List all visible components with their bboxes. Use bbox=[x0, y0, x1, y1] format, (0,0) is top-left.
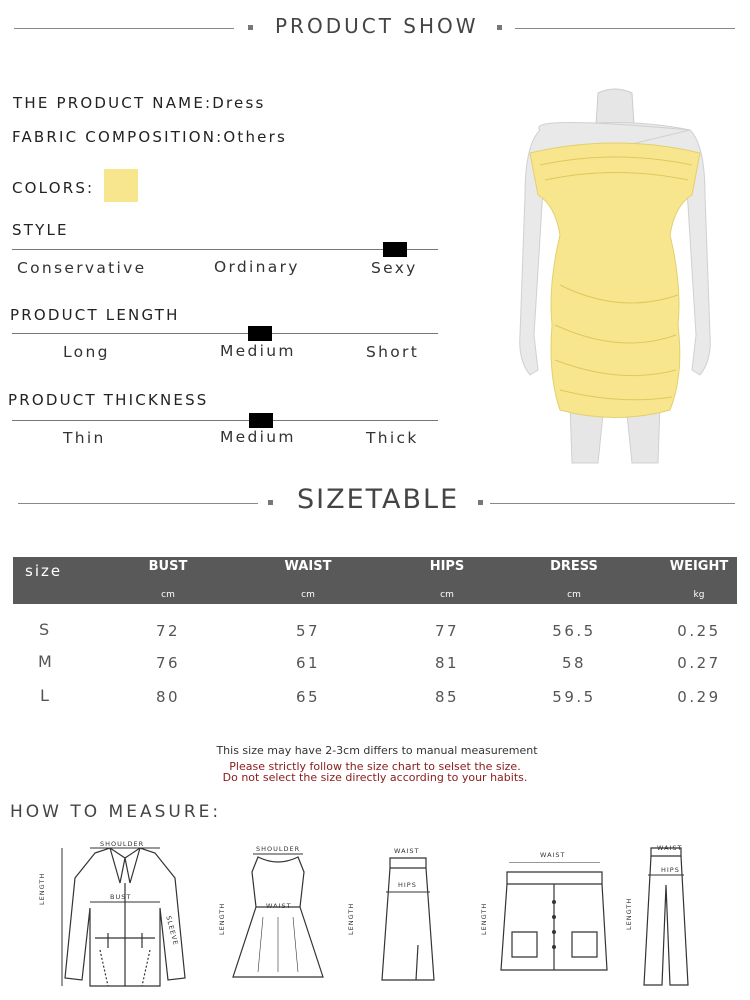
row-size: L bbox=[40, 686, 49, 705]
row-dress: 56.5 bbox=[552, 622, 596, 640]
product-photo[interactable] bbox=[500, 85, 730, 465]
row-waist: 61 bbox=[295, 654, 321, 672]
row-dress: 58 bbox=[561, 654, 587, 672]
row-bust: 76 bbox=[155, 654, 181, 672]
row-waist: 57 bbox=[295, 622, 321, 640]
thickness-scale-line bbox=[12, 420, 438, 421]
style-option-sexy: Sexy bbox=[371, 259, 418, 277]
unit-dress: cm bbox=[567, 590, 581, 600]
unit-bust: cm bbox=[161, 590, 175, 600]
row-size: M bbox=[38, 652, 52, 671]
coat-length-label: LENGTH bbox=[38, 872, 46, 905]
header-waist: WAIST bbox=[284, 559, 332, 574]
divider-left bbox=[14, 28, 234, 29]
skirt-waist-label: WAIST bbox=[394, 847, 420, 855]
style-option-ordinary: Ordinary bbox=[214, 258, 300, 276]
denim-length-label: LENGTH bbox=[480, 902, 488, 935]
row-waist: 65 bbox=[295, 688, 321, 706]
pants-waist-label: WAIST bbox=[657, 844, 683, 852]
unit-hips: cm bbox=[440, 590, 454, 600]
row-hips: 85 bbox=[434, 688, 460, 706]
thickness-option-thin: Thin bbox=[63, 429, 106, 447]
pants-length-label: LENGTH bbox=[625, 897, 633, 930]
thickness-option-thick: Thick bbox=[366, 429, 419, 447]
style-scale-marker bbox=[383, 242, 407, 257]
length-scale-marker bbox=[248, 326, 272, 341]
row-bust: 80 bbox=[155, 688, 181, 706]
note-habits: Do not select the size directly according to your habits. bbox=[222, 771, 528, 784]
coat-bust-label: BUST bbox=[110, 893, 132, 901]
row-hips: 77 bbox=[434, 622, 460, 640]
coat-diagram bbox=[50, 838, 200, 988]
pants-hips-label: HIPS bbox=[661, 866, 680, 874]
coat-shoulder-label: SHOULDER bbox=[100, 840, 145, 848]
product-name-label: THE PRODUCT NAME: bbox=[13, 94, 213, 112]
note-follow-chart: Please strictly follow the size chart to selset the size. bbox=[229, 760, 521, 773]
row-weight: 0.29 bbox=[677, 688, 721, 706]
product-name-value: Dress bbox=[212, 94, 266, 112]
skirt-hips-label: HIPS bbox=[398, 881, 417, 889]
fabric-label: FABRIC COMPOSITION: bbox=[12, 128, 224, 146]
denim-skirt-diagram bbox=[497, 862, 612, 972]
header-dress: DRESS bbox=[550, 559, 598, 574]
dress-waist-label: WAIST bbox=[266, 902, 292, 910]
skirt-length-label: LENGTH bbox=[347, 902, 355, 935]
length-option-medium: Medium bbox=[220, 342, 296, 360]
section-title-sizetable: SIZETABLE bbox=[297, 484, 460, 515]
row-size: S bbox=[39, 620, 50, 639]
note-measurement: This size may have 2-3cm differs to manual measurement bbox=[216, 744, 538, 757]
style-option-conservative: Conservative bbox=[17, 259, 147, 277]
scale-title-length: PRODUCT LENGTH bbox=[10, 306, 180, 324]
scale-title-thickness: PRODUCT THICKNESS bbox=[8, 391, 209, 409]
denim-waist-label: WAIST bbox=[540, 851, 566, 859]
unit-weight: kg bbox=[693, 590, 705, 600]
divider-dot bbox=[268, 500, 273, 505]
row-dress: 59.5 bbox=[552, 688, 596, 706]
header-bust: BUST bbox=[148, 559, 188, 574]
header-hips: HIPS bbox=[429, 559, 465, 574]
divider-right bbox=[515, 28, 735, 29]
header-size: size bbox=[25, 562, 63, 580]
length-option-long: Long bbox=[63, 343, 110, 361]
divider-dot bbox=[497, 25, 502, 30]
fabric-row bbox=[12, 128, 287, 146]
divider-dot bbox=[478, 500, 483, 505]
fabric-value: Others bbox=[223, 128, 287, 146]
row-weight: 0.27 bbox=[677, 654, 721, 672]
divider-left bbox=[18, 503, 258, 504]
thickness-option-medium: Medium bbox=[220, 428, 296, 446]
dress-length-label: LENGTH bbox=[218, 902, 226, 935]
colors-label: COLORS: bbox=[12, 179, 95, 197]
yellow-dress bbox=[530, 143, 700, 418]
thickness-scale-marker bbox=[249, 413, 273, 428]
row-weight: 0.25 bbox=[677, 622, 721, 640]
length-scale-line bbox=[12, 333, 438, 334]
header-weight: WEIGHT bbox=[669, 559, 729, 574]
scale-title-style: STYLE bbox=[12, 221, 69, 239]
skirt-diagram bbox=[378, 850, 438, 985]
divider-dot bbox=[248, 25, 253, 30]
product-name-row bbox=[13, 94, 266, 112]
coat-sleeve-label: SLEEVE bbox=[164, 915, 180, 947]
row-hips: 81 bbox=[434, 654, 460, 672]
color-swatch-yellow[interactable] bbox=[104, 169, 138, 202]
length-option-short: Short bbox=[366, 343, 420, 361]
unit-waist: cm bbox=[301, 590, 315, 600]
section-title-how-to-measure: HOW TO MEASURE: bbox=[10, 802, 222, 822]
section-title-product-show: PRODUCT SHOW bbox=[275, 14, 479, 38]
row-bust: 72 bbox=[155, 622, 181, 640]
divider-right bbox=[490, 503, 735, 504]
dress-shoulder-label: SHOULDER bbox=[256, 845, 301, 853]
dress-diagram bbox=[228, 852, 328, 987]
style-scale-line bbox=[12, 249, 438, 250]
